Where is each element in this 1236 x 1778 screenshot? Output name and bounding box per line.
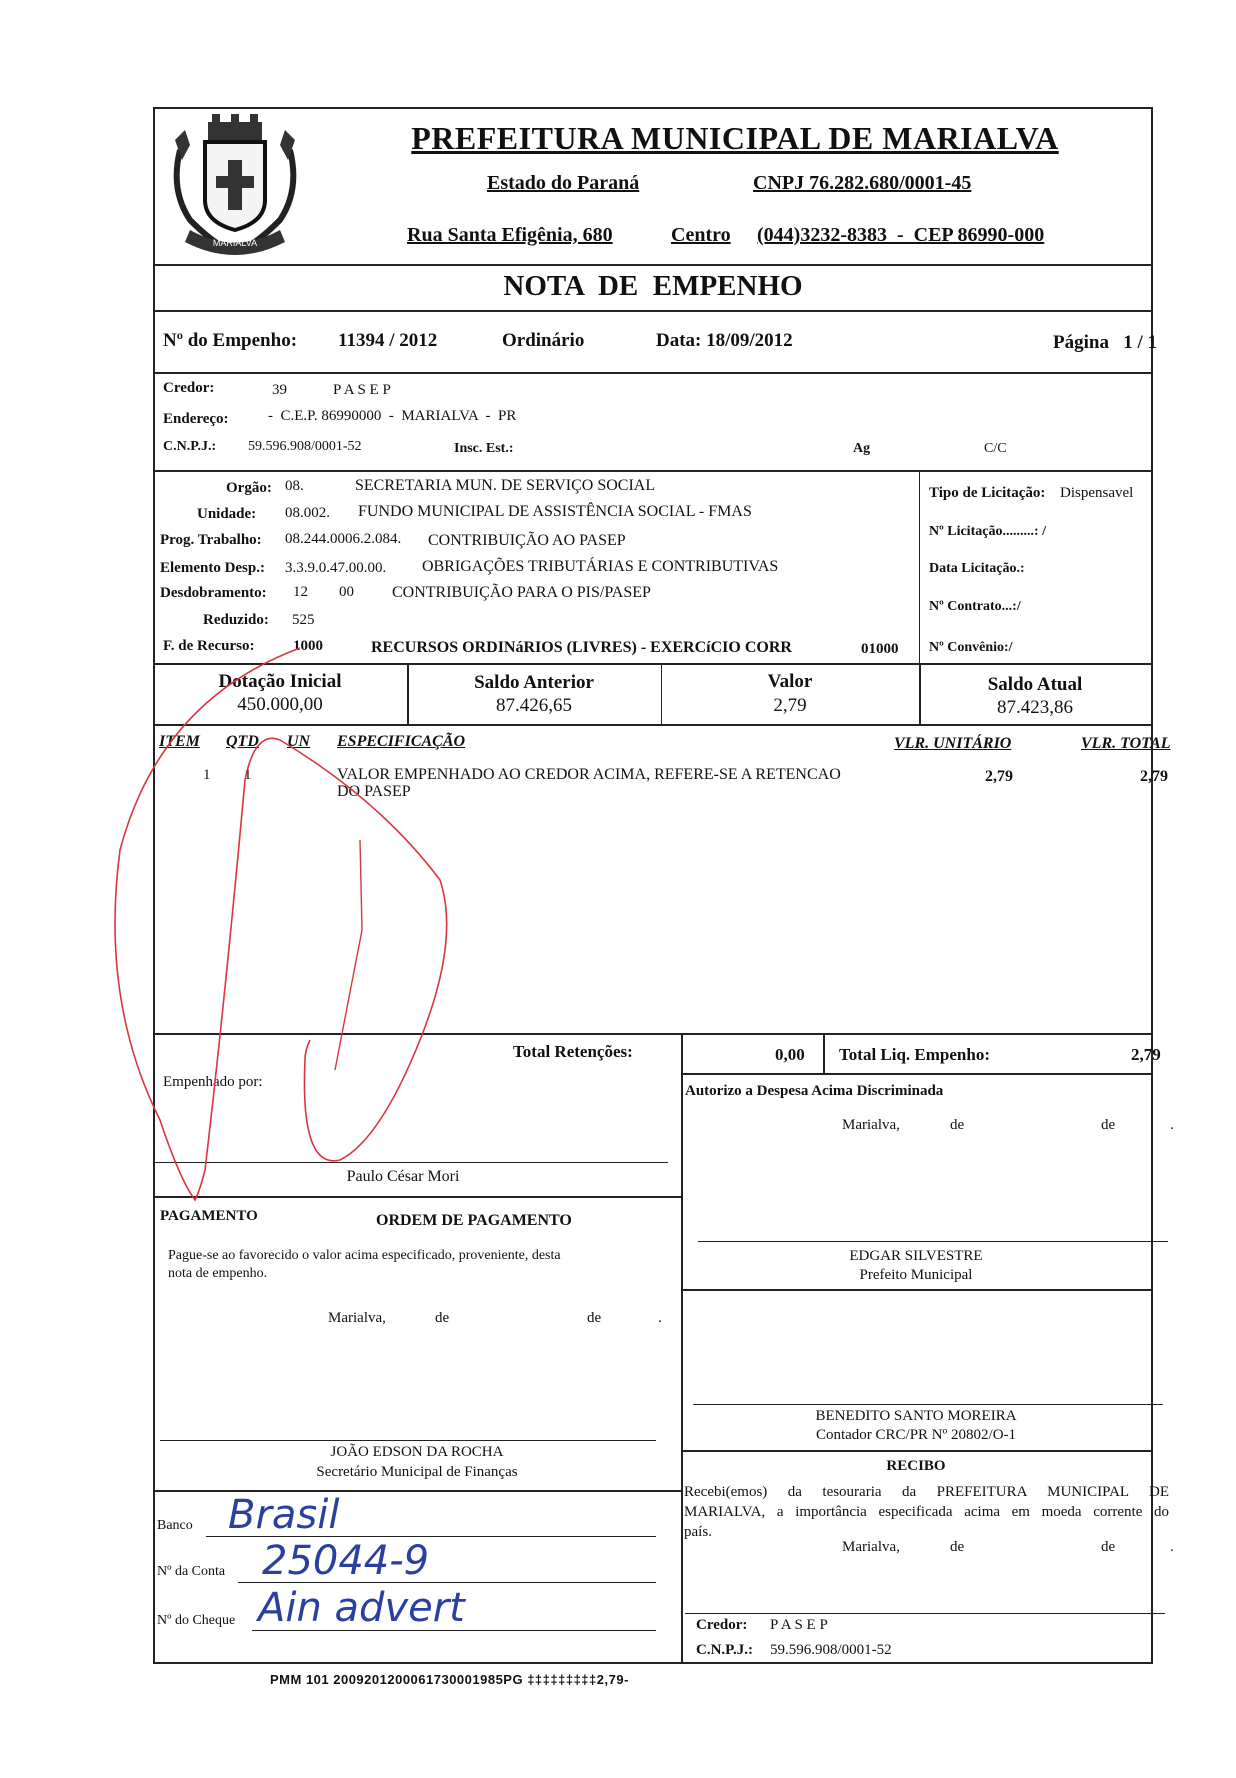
elemento-label: Elemento Desp.: <box>160 560 265 576</box>
credor-label: Credor: <box>163 380 215 396</box>
recurso-label: F. de Recurso: <box>163 638 255 654</box>
reduzido-value: 525 <box>292 612 315 628</box>
recibo-cnpj-label: C.N.P.J.: <box>696 1642 753 1658</box>
recurso-number: 01000 <box>861 641 899 657</box>
recibo-dot: . <box>1170 1539 1174 1555</box>
left-de2: de <box>587 1310 602 1326</box>
total-liq-value: 2,79 <box>1131 1045 1161 1064</box>
empenho-number: 11394 / 2012 <box>338 330 438 351</box>
cc-label: C/C <box>984 441 1007 456</box>
recurso-code: 1000 <box>293 638 323 654</box>
recibo-line3: país. <box>684 1524 712 1540</box>
cnpj-label: C.N.P.J.: <box>163 439 217 454</box>
desdobramento-code2: 00 <box>339 584 354 600</box>
left-place: Marialva, <box>328 1310 386 1326</box>
tipo-licitacao-label: Tipo de Licitação: <box>929 485 1046 501</box>
valor-label: Valor <box>767 671 813 692</box>
recibo-de1: de <box>950 1539 965 1555</box>
total-liq-label: Total Liq. Empenho: <box>839 1045 990 1064</box>
items-header-un: UN <box>287 733 311 750</box>
right-de2: de <box>1101 1117 1116 1133</box>
orgao-desc: SECRETARIA MUN. DE SERVIÇO SOCIAL <box>355 477 656 494</box>
ag-label: Ag <box>853 441 871 456</box>
contador-name: BENEDITO SANTO MOREIRA <box>815 1408 1017 1424</box>
credor-code: 39 <box>272 382 287 398</box>
prog-code: 08.244.0006.2.084. <box>285 531 402 547</box>
prog-desc: CONTRIBUIÇÃO AO PASEP <box>428 532 626 549</box>
items-header-item: ITEM <box>159 733 200 750</box>
svg-text:MARIALVA: MARIALVA <box>212 238 258 248</box>
item-qtd: 1 <box>244 767 252 783</box>
document-title: NOTA DE EMPENHO <box>503 270 803 302</box>
cheque-label: Nº do Cheque <box>157 1613 236 1628</box>
dotacao-inicial-value: 450.000,00 <box>237 694 323 715</box>
header-street: Rua Santa Efigênia, 680 <box>407 224 613 246</box>
header-title: PREFEITURA MUNICIPAL DE MARIALVA <box>411 120 1059 156</box>
header-phone-cep: (044)3232-8383 - CEP 86990-000 <box>757 224 1045 246</box>
header-cnpj: CNPJ 76.282.680/0001-45 <box>753 172 972 194</box>
elemento-desc: OBRIGAÇÕES TRIBUTÁRIAS E CONTRIBUTIVAS <box>422 558 779 575</box>
signer-joao-role: Secretário Municipal de Finanças <box>316 1464 518 1480</box>
conta-label: Nº da Conta <box>157 1564 226 1579</box>
items-header-unit: VLR. UNITÁRIO <box>894 735 1012 752</box>
autorizo-label: Autorizo a Despesa Acima Discriminada <box>685 1083 944 1099</box>
saldo-atual-label: Saldo Atual <box>987 674 1083 695</box>
credor-name: P A S E P <box>333 382 391 398</box>
reduzido-label: Reduzido: <box>203 612 269 628</box>
recibo-cnpj-value: 59.596.908/0001-52 <box>770 1642 892 1658</box>
insc-est-label: Insc. Est.: <box>454 441 514 456</box>
header-state: Estado do Paraná <box>487 172 640 194</box>
empenho-label: Nº do Empenho: <box>163 330 298 351</box>
orgao-code: 08. <box>285 478 304 494</box>
empenhado-por-label: Empenhado por: <box>163 1074 263 1090</box>
left-dot: . <box>658 1310 662 1326</box>
total-retencoes-value: 0,00 <box>775 1045 805 1064</box>
saldo-anterior-value: 87.426,65 <box>496 695 572 716</box>
desdobramento-desc: CONTRIBUIÇÃO PARA O PIS/PASEP <box>392 584 651 601</box>
numero-licitacao: Nº Licitação.........: / <box>929 524 1046 539</box>
saldo-atual-value: 87.423,86 <box>997 697 1073 718</box>
valor-value: 2,79 <box>773 695 807 716</box>
tipo-licitacao-value: Dispensavel <box>1060 485 1134 501</box>
right-place: Marialva, <box>842 1117 900 1133</box>
empenho-type: Ordinário <box>502 330 585 351</box>
item-spec-line1: VALOR EMPENHADO AO CREDOR ACIMA, REFERE-SE A RETENCAO <box>337 766 841 783</box>
empenho-page: Página 1 / 1 <box>1053 332 1157 353</box>
recibo-credor-value: P A S E P <box>770 1617 828 1633</box>
items-header-total: VLR. TOTAL <box>1081 735 1171 752</box>
conta-handwritten: 25044-9 <box>262 1538 430 1584</box>
recibo-line1: Recebi(emos) da tesouraria da PREFEITURA MUNICIPAL DE <box>684 1484 1169 1500</box>
pague-line2: nota de empenho. <box>168 1266 268 1281</box>
data-licitacao: Data Licitação.: <box>929 561 1025 576</box>
banco-label: Banco <box>157 1518 193 1533</box>
header-district: Centro <box>671 224 731 246</box>
numero-convenio: Nº Convênio:/ <box>929 640 1013 655</box>
pagamento-label: PAGAMENTO <box>160 1208 258 1224</box>
unidade-desc: FUNDO MUNICIPAL DE ASSISTÊNCIA SOCIAL - FMAS <box>358 503 752 520</box>
recurso-desc: RECURSOS ORDINáRIOS (LIVRES) - EXERCíCIO CORR <box>371 639 792 656</box>
footer-code: PMM 101 2009201200061730001985PG ‡‡‡‡‡‡‡‡‡2,79- <box>270 1672 629 1687</box>
empenho-date: Data: 18/09/2012 <box>656 330 793 351</box>
desdobramento-code1: 12 <box>293 584 308 600</box>
dotacao-inicial-label: Dotação Inicial <box>218 671 342 692</box>
right-de1: de <box>950 1117 965 1133</box>
unidade-label: Unidade: <box>197 506 257 522</box>
orgao-label: Orgão: <box>226 480 272 496</box>
items-header-qtd: QTD <box>226 733 259 750</box>
recibo-place: Marialva, <box>842 1539 900 1555</box>
prefeito-role: Prefeito Municipal <box>859 1267 973 1283</box>
signer-paulo: Paulo César Mori <box>346 1168 460 1185</box>
item-unit-value: 2,79 <box>985 768 1013 785</box>
right-dot: . <box>1170 1117 1174 1133</box>
left-de1: de <box>435 1310 450 1326</box>
desdobramento-label: Desdobramento: <box>160 585 267 601</box>
item-spec-line2: DO PASEP <box>337 783 411 800</box>
signer-joao-name: JOÃO EDSON DA ROCHA <box>330 1444 504 1460</box>
cheque-handwritten: Ain advert <box>258 1585 465 1631</box>
unidade-code: 08.002. <box>285 505 330 521</box>
recibo-de2: de <box>1101 1539 1116 1555</box>
endereco-label: Endereço: <box>163 411 229 427</box>
items-header-spec: ESPECIFICAÇÃO <box>337 733 466 750</box>
recibo-credor-label: Credor: <box>696 1617 748 1633</box>
prefeito-name: EDGAR SILVESTRE <box>849 1248 983 1264</box>
item-number: 1 <box>203 767 211 783</box>
item-total-value: 2,79 <box>1140 768 1168 785</box>
recibo-line2: MARIALVA, a importância especificada acima em moeda corrente do <box>684 1504 1169 1520</box>
ordem-pagamento-label: ORDEM DE PAGAMENTO <box>376 1212 572 1229</box>
cnpj-value: 59.596.908/0001-52 <box>248 439 362 454</box>
total-retencoes-label: Total Retenções: <box>513 1042 633 1061</box>
banco-handwritten: Brasil <box>228 1492 340 1538</box>
endereco-value: - C.E.P. 86990000 - MARIALVA - PR <box>268 408 517 424</box>
contador-role: Contador CRC/PR Nº 20802/O-1 <box>815 1427 1017 1443</box>
pague-line1: Pague-se ao favorecido o valor acima especificado, proveniente, desta <box>168 1248 561 1263</box>
saldo-anterior-label: Saldo Anterior <box>474 672 594 693</box>
recibo-title: RECIBO <box>886 1458 946 1474</box>
elemento-code: 3.3.9.0.47.00.00. <box>285 560 387 576</box>
numero-contrato: Nº Contrato...:/ <box>929 599 1021 614</box>
prog-label: Prog. Trabalho: <box>160 532 262 548</box>
